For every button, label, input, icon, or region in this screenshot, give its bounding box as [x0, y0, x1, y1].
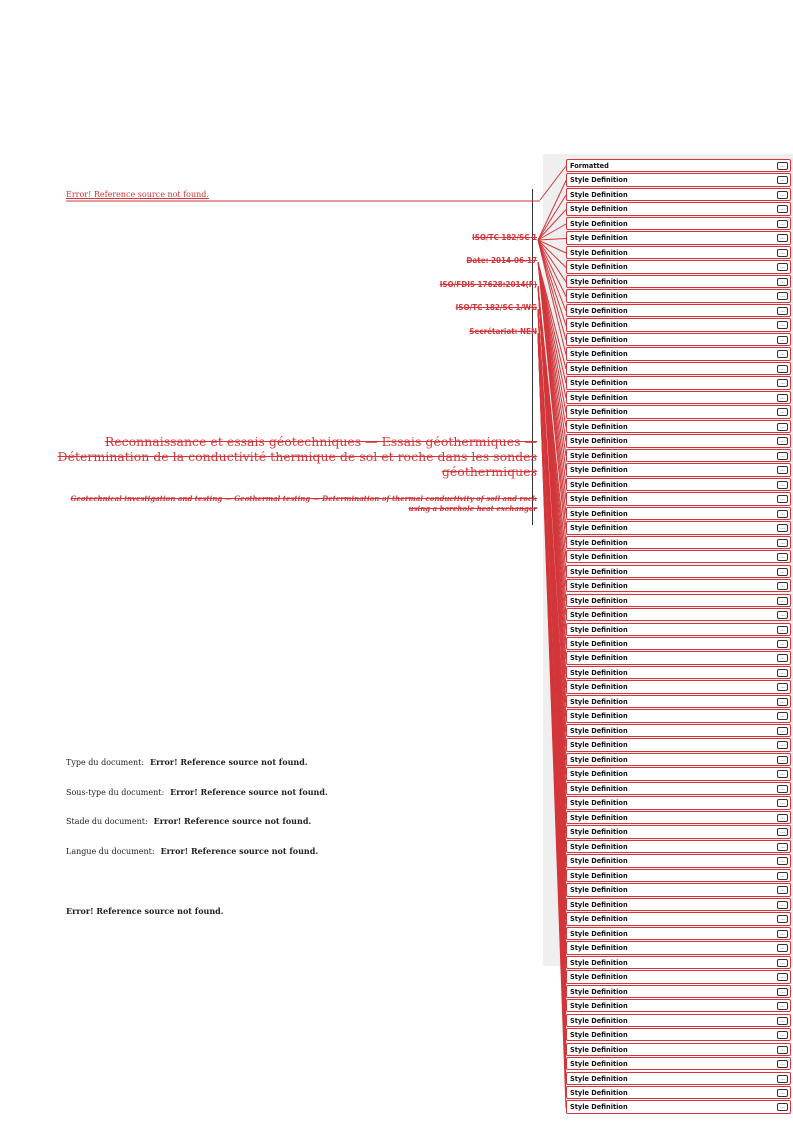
style-definition-balloon[interactable] [566, 275, 791, 288]
style-definition-balloon[interactable] [566, 637, 791, 650]
balloon-label: Style Definition [570, 813, 628, 822]
balloon-label: Style Definition [570, 828, 628, 837]
balloon-more-button[interactable]: ... [777, 988, 788, 996]
balloon-more-button[interactable]: ... [777, 886, 788, 894]
style-definition-balloon[interactable] [566, 796, 791, 809]
balloon-more-button[interactable]: ... [777, 828, 788, 836]
style-definition-balloon[interactable] [566, 478, 791, 491]
balloon-label: Style Definition [570, 248, 628, 257]
balloon-label: Style Definition [570, 393, 628, 402]
balloon-label: Style Definition [570, 958, 628, 967]
balloon-more-button[interactable]: ... [777, 872, 788, 880]
balloon-label: Style Definition [570, 697, 628, 706]
balloon-more-button[interactable]: ... [777, 1089, 788, 1097]
style-definition-balloon[interactable] [566, 173, 791, 186]
style-definition-balloon[interactable] [566, 1028, 791, 1041]
balloon-label: Style Definition [570, 871, 628, 880]
balloon-more-button[interactable]: ... [777, 191, 788, 199]
balloon-label: Style Definition [570, 176, 628, 185]
doc-info-subtype-value: Error! Reference source not found. [170, 787, 328, 797]
balloon-more-button[interactable]: ... [777, 365, 788, 373]
style-definition-balloon[interactable] [566, 246, 791, 259]
style-definition-balloon[interactable] [566, 854, 791, 867]
balloon-more-button[interactable]: ... [777, 1031, 788, 1039]
title-english: Geotechnical investigation and testing — Geothermal testing — Determination of thermal conductivity of soil and rock using a borehole heat exchanger [70, 494, 537, 513]
style-definition-balloon[interactable] [566, 449, 791, 462]
balloon-label: Style Definition [570, 886, 628, 895]
doc-info-stage-label: Stade du document: [66, 817, 148, 826]
style-definition-balloon[interactable] [566, 985, 791, 998]
balloon-label: Style Definition [570, 451, 628, 460]
style-definition-balloon[interactable] [566, 1043, 791, 1056]
style-definition-balloon[interactable] [566, 999, 791, 1012]
balloon-label: Style Definition [570, 466, 628, 475]
balloon-more-button[interactable]: ... [777, 930, 788, 938]
balloon-more-button[interactable]: ... [777, 205, 788, 213]
style-definition-balloon[interactable] [566, 594, 791, 607]
balloon-label: Style Definition [570, 915, 628, 924]
style-definition-balloon[interactable] [566, 970, 791, 983]
balloon-more-button[interactable]: ... [777, 408, 788, 416]
style-definition-balloon[interactable] [566, 289, 791, 302]
balloon-label: Style Definition [570, 335, 628, 344]
balloon-more-button[interactable]: ... [777, 350, 788, 358]
balloon-label: Style Definition [570, 1089, 628, 1097]
document-reference: ISO/FDIS 17628:2014(F) [439, 280, 537, 289]
style-definition-balloon[interactable] [566, 347, 791, 360]
balloon-label: Style Definition [570, 755, 628, 764]
balloon-label: Style Definition [570, 1002, 628, 1011]
balloon-label: Style Definition [570, 219, 628, 228]
style-definition-balloon[interactable] [566, 231, 791, 244]
balloon-label: Style Definition [570, 726, 628, 735]
style-definition-balloon[interactable] [566, 217, 791, 230]
style-definition-balloon[interactable] [566, 869, 791, 882]
style-definition-balloon[interactable] [566, 1100, 791, 1113]
balloon-label: Style Definition [570, 379, 628, 388]
balloon-more-button[interactable]: ... [777, 176, 788, 184]
balloon-more-button[interactable]: ... [777, 640, 788, 648]
balloon-label: Style Definition [570, 509, 628, 518]
balloon-label: Style Definition [570, 770, 628, 779]
balloon-more-button[interactable]: ... [777, 698, 788, 706]
style-definition-balloon[interactable] [566, 1014, 791, 1027]
style-definition-balloon[interactable] [566, 507, 791, 520]
balloon-label: Style Definition [570, 741, 628, 750]
balloon-label: Style Definition [570, 306, 628, 315]
style-definition-balloon[interactable] [566, 304, 791, 317]
style-definition-balloon[interactable] [566, 666, 791, 679]
doc-info-subtype-label: Sous-type du document: [66, 788, 165, 797]
style-definition-balloon[interactable] [566, 883, 791, 896]
balloon-more-button[interactable]: ... [777, 423, 788, 431]
balloon-label: Style Definition [570, 668, 628, 677]
balloon-more-button[interactable]: ... [777, 654, 788, 662]
doc-info-type-value: Error! Reference source not found. [150, 757, 308, 767]
balloon-more-button[interactable]: ... [777, 466, 788, 474]
style-definition-balloon[interactable] [566, 695, 791, 708]
style-definition-balloon[interactable] [566, 651, 791, 664]
balloon-more-button[interactable]: ... [777, 394, 788, 402]
style-definition-balloon[interactable] [566, 492, 791, 505]
balloon-more-button[interactable]: ... [777, 626, 788, 634]
style-definition-balloon[interactable] [566, 463, 791, 476]
style-definition-balloon[interactable] [566, 434, 791, 447]
balloon-label: Style Definition [570, 437, 628, 446]
balloon-more-button[interactable]: ... [777, 234, 788, 242]
balloon-label: Style Definition [570, 857, 628, 866]
balloon-more-button[interactable]: ... [777, 539, 788, 547]
balloon-label: Style Definition [570, 1074, 628, 1083]
balloon-more-button[interactable]: ... [777, 669, 788, 677]
balloon-label: Style Definition [570, 1103, 628, 1112]
balloon-more-button[interactable]: ... [777, 959, 788, 967]
doc-info-subtype [66, 787, 328, 797]
style-definition-balloon[interactable] [566, 550, 791, 563]
balloon-label: Style Definition [570, 364, 628, 373]
style-definition-balloon[interactable] [566, 521, 791, 534]
doc-info-type [66, 757, 308, 767]
style-definition-balloon[interactable] [566, 260, 791, 273]
footer-reference-error: Error! Reference source not found. [66, 906, 224, 916]
balloon-label: Style Definition [570, 1060, 628, 1069]
balloon-more-button[interactable]: ... [777, 292, 788, 300]
balloon-label: Style Definition [570, 973, 628, 982]
balloon-label: Style Definition [570, 900, 628, 909]
balloon-label: Style Definition [570, 422, 628, 431]
balloon-label: Style Definition [570, 1016, 628, 1025]
balloon-more-button[interactable]: ... [777, 973, 788, 981]
style-definition-balloon[interactable] [566, 811, 791, 824]
balloon-more-button[interactable]: ... [777, 741, 788, 749]
balloon-label: Style Definition [570, 1045, 628, 1054]
balloon-more-button[interactable]: ... [777, 915, 788, 923]
style-definition-balloon[interactable] [566, 753, 791, 766]
style-definition-balloon[interactable] [566, 709, 791, 722]
balloon-label: Style Definition [570, 799, 628, 808]
balloon-label: Style Definition [570, 480, 628, 489]
balloon-more-button[interactable]: ... [777, 756, 788, 764]
style-definition-balloon[interactable] [566, 680, 791, 693]
balloon-label: Style Definition [570, 234, 628, 243]
style-definition-balloon[interactable] [566, 188, 791, 201]
balloon-more-button[interactable]: ... [777, 814, 788, 822]
balloon-more-button[interactable]: ... [777, 770, 788, 778]
balloon-label: Style Definition [570, 944, 628, 953]
style-definition-balloon[interactable] [566, 623, 791, 636]
balloon-more-button[interactable]: ... [777, 452, 788, 460]
balloon-label: Style Definition [570, 292, 628, 301]
style-definition-balloon[interactable] [566, 579, 791, 592]
balloon-more-button[interactable]: ... [777, 944, 788, 952]
balloon-label: Style Definition [570, 611, 628, 620]
balloon-label: Style Definition [570, 263, 628, 272]
doc-info-language-value: Error! Reference source not found. [160, 846, 319, 856]
balloon-more-button[interactable]: ... [777, 611, 788, 619]
balloon-label: Style Definition [570, 987, 628, 996]
balloon-more-button[interactable]: ... [777, 843, 788, 851]
balloon-label: Style Definition [570, 553, 628, 562]
balloon-more-button[interactable]: ... [777, 524, 788, 532]
balloon-more-button[interactable]: ... [777, 568, 788, 576]
balloon-label: Style Definition [570, 784, 628, 793]
balloon-label: Style Definition [570, 408, 628, 417]
balloon-more-button[interactable]: ... [777, 785, 788, 793]
balloon-more-button[interactable]: ... [777, 712, 788, 720]
style-definition-balloon[interactable] [566, 1057, 791, 1070]
balloon-label: Style Definition [570, 639, 628, 648]
doc-info-language [66, 846, 318, 856]
style-definition-balloon[interactable] [566, 724, 791, 737]
balloon-more-button[interactable]: ... [777, 510, 788, 518]
style-definition-balloon[interactable] [566, 333, 791, 346]
balloon-more-button[interactable]: ... [777, 321, 788, 329]
balloon-more-button[interactable]: ... [777, 278, 788, 286]
balloon-more-button[interactable]: ... [777, 263, 788, 271]
balloon-more-button[interactable]: ... [777, 481, 788, 489]
style-definition-balloon[interactable] [566, 1086, 791, 1099]
balloon-label: Style Definition [570, 625, 628, 634]
style-definition-balloon[interactable] [566, 825, 791, 838]
balloon-label: Style Definition [570, 712, 628, 721]
balloon-more-button[interactable]: ... [777, 799, 788, 807]
secretariat: Secrétariat: NEN [469, 327, 537, 336]
style-definition-balloon[interactable] [566, 738, 791, 751]
style-definition-balloon[interactable] [566, 405, 791, 418]
balloon-more-button[interactable]: ... [777, 1075, 788, 1083]
balloon-more-button[interactable]: ... [777, 437, 788, 445]
style-definition-balloon[interactable] [566, 202, 791, 215]
style-definition-balloon[interactable] [566, 840, 791, 853]
balloon-label: Style Definition [570, 277, 628, 286]
style-definition-balloon[interactable] [566, 941, 791, 954]
balloon-label: Style Definition [570, 321, 628, 330]
balloon-label: Style Definition [570, 929, 628, 938]
style-definition-balloon[interactable] [566, 362, 791, 375]
balloon-more-button[interactable]: ... [777, 683, 788, 691]
working-group: ISO/TC 182/SC 1/WG [455, 303, 537, 312]
style-definition-balloon[interactable] [566, 420, 791, 433]
balloon-label: Style Definition [570, 538, 628, 547]
style-definition-balloon[interactable] [566, 767, 791, 780]
markup-balloons [566, 159, 791, 1122]
balloon-label: Style Definition [570, 495, 628, 504]
doc-info-stage-value: Error! Reference source not found. [153, 816, 312, 826]
style-definition-balloon[interactable] [566, 912, 791, 925]
style-definition-balloon[interactable] [566, 1072, 791, 1085]
balloon-more-button[interactable]: ... [777, 857, 788, 865]
balloon-more-button[interactable]: ... [777, 727, 788, 735]
balloon-more-button[interactable]: ... [777, 901, 788, 909]
balloon-label: Style Definition [570, 683, 628, 692]
style-definition-balloon[interactable] [566, 956, 791, 969]
doc-info-stage [66, 816, 311, 826]
balloon-more-button[interactable]: ... [777, 162, 788, 170]
formatted-balloon[interactable] [566, 159, 791, 172]
balloon-label: Style Definition [570, 842, 628, 851]
balloon-more-button[interactable]: ... [777, 553, 788, 561]
style-definition-balloon[interactable] [566, 318, 791, 331]
style-definition-balloon[interactable] [566, 608, 791, 621]
balloon-more-button[interactable]: ... [777, 307, 788, 315]
doc-info-language-label: Langue du document: [66, 847, 155, 856]
balloon-label: Style Definition [570, 524, 628, 533]
balloon-more-button[interactable]: ... [777, 597, 788, 605]
balloon-label: Style Definition [570, 205, 628, 214]
balloon-more-button[interactable]: ... [777, 1002, 788, 1010]
style-definition-balloon[interactable] [566, 565, 791, 578]
header-reference-error: Error! Reference source not found. [66, 190, 209, 199]
balloon-label: Style Definition [570, 350, 628, 359]
balloon-label: Style Definition [570, 190, 628, 199]
balloon-more-button[interactable]: ... [777, 336, 788, 344]
style-definition-balloon[interactable] [566, 536, 791, 549]
balloon-label: Style Definition [570, 596, 628, 605]
document-date: Date: 2014-06-17 [466, 256, 537, 265]
balloon-more-button[interactable]: ... [777, 1103, 788, 1111]
style-definition-balloon[interactable] [566, 391, 791, 404]
style-definition-balloon[interactable] [566, 927, 791, 940]
style-definition-balloon[interactable] [566, 782, 791, 795]
balloon-more-button[interactable]: ... [777, 1017, 788, 1025]
balloon-more-button[interactable]: ... [777, 249, 788, 257]
committee-reference: ISO/TC 182/SC 1 [472, 233, 537, 242]
balloon-label: Style Definition [570, 1031, 628, 1040]
balloon-label: Style Definition [570, 582, 628, 591]
balloon-label: Formatted [570, 162, 609, 170]
balloon-more-button[interactable]: ... [777, 582, 788, 590]
style-definition-balloon[interactable] [566, 898, 791, 911]
balloon-more-button[interactable]: ... [777, 1060, 788, 1068]
doc-info-type-label: Type du document: [66, 758, 145, 767]
balloon-label: Style Definition [570, 567, 628, 576]
balloon-more-button[interactable]: ... [777, 1046, 788, 1054]
balloon-more-button[interactable]: ... [777, 379, 788, 387]
style-definition-balloon[interactable] [566, 376, 791, 389]
balloon-more-button[interactable]: ... [777, 495, 788, 503]
balloon-label: Style Definition [570, 654, 628, 663]
title-french: Reconnaissance et essais géotechniques — Essais géothermiques — Détermination de la conductivité thermique de sol et roche dans les sondes géothermiques [57, 434, 537, 479]
balloon-more-button[interactable]: ... [777, 220, 788, 228]
